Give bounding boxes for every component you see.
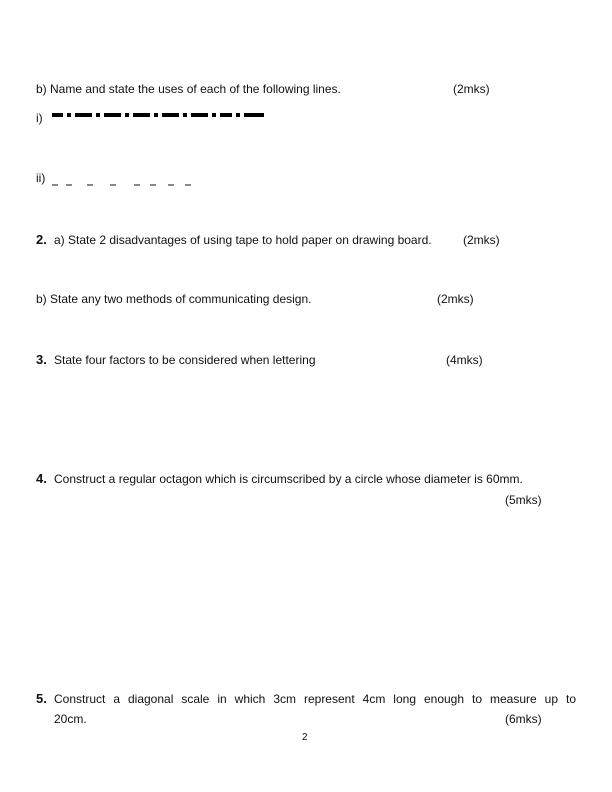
q1b-item-ii-label: ii) (36, 171, 46, 185)
q4-marks: (5mks) (505, 493, 542, 507)
q3-number: 3. (36, 352, 47, 367)
q5-line2: 20cm. (54, 712, 87, 726)
hidden-dashed-line-graphic (52, 175, 197, 187)
q2-part-b-marks: (2mks) (437, 292, 474, 306)
q4-text: Construct a regular octagon which is circumscribed by a circle whose diameter is 60mm. (54, 472, 523, 486)
q2-part-b: b) State any two methods of communicating design. (36, 292, 312, 306)
q2-part-a: a) State 2 disadvantages of using tape to hold paper on drawing board. (54, 233, 432, 247)
q3-marks: (4mks) (446, 353, 483, 367)
q4-number: 4. (36, 471, 47, 486)
q5-line1: Construct a diagonal scale in which 3cm represent 4cm long enough to measure up to (54, 692, 576, 706)
q2-number: 2. (36, 232, 47, 247)
chain-thick-line-graphic (52, 112, 264, 118)
q2-part-a-marks: (2mks) (463, 233, 500, 247)
q1b-marks: (2mks) (453, 82, 490, 96)
hidden-dashed-line (52, 175, 197, 190)
q1b-text: b) Name and state the uses of each of the following lines. (36, 82, 341, 96)
q5-number: 5. (36, 691, 47, 706)
page-number: 2 (302, 732, 308, 743)
q3-text: State four factors to be considered when lettering (54, 353, 316, 367)
chain-thick-line (52, 112, 264, 118)
q5-marks: (6mks) (505, 712, 542, 726)
q1b-item-i-label: i) (36, 111, 43, 125)
